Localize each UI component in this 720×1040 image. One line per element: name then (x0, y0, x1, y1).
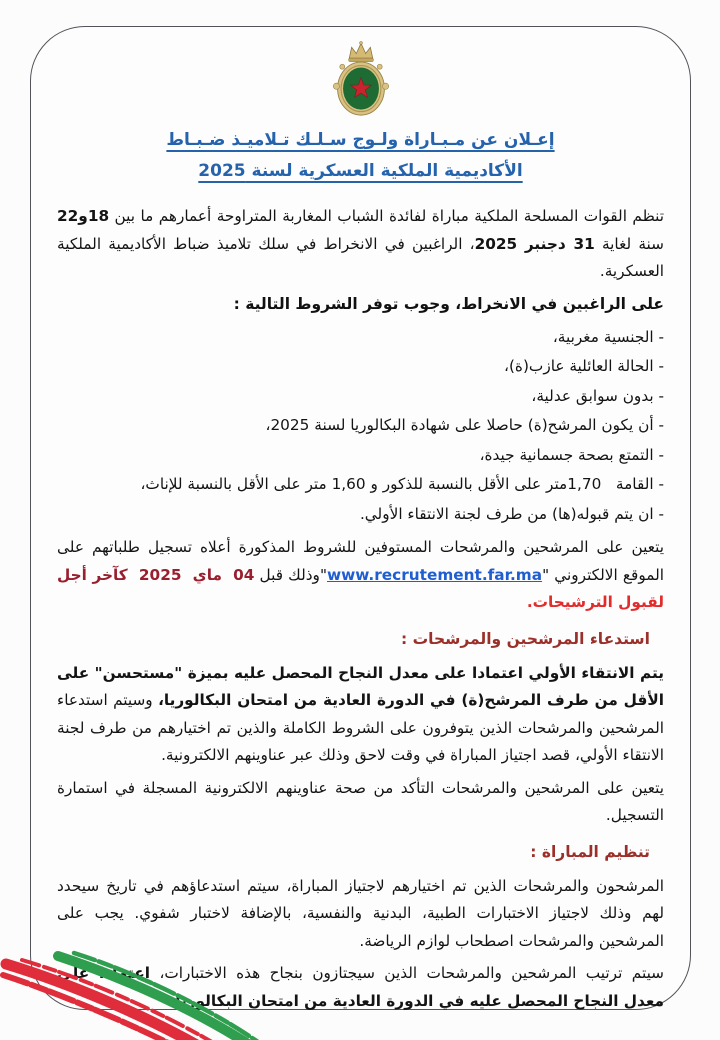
conditions-list (57, 323, 664, 530)
recruitment-website-link[interactable]: www.recrutement.far.ma (326, 565, 543, 584)
convocation-paragraph-1 (57, 660, 664, 770)
registration-closing-note: لقبول الترشيحات. (526, 593, 664, 611)
ranking-criteria-bold: اعتمادا على معدل النجاح المحصل عليه في الدورة العادية من امتحان البكالوريا. (57, 964, 664, 1010)
registration-paragraph (57, 534, 664, 617)
intro-text-1: تنظم القوات المسلحة الملكية مباراة لفائدة الشباب المغاربة المتراوحة أعمارهم ما بين (109, 207, 664, 225)
age-range-value: 18و22 (57, 207, 110, 225)
document-frame (30, 26, 691, 1010)
intro-text-2: سنة لغاية (594, 234, 664, 253)
title-line-2: الأكاديمية الملكية العسكرية لسنة 2025 (198, 161, 523, 181)
registration-text-1: يتعين على المرشحين والمرشحات المستوفين للشروط المذكورة أعلاه تسجيل طلباتهم على الموقع الالكتروني " (57, 538, 665, 584)
condition-item-health: - التمتع بصحة جسمانية جيدة، (479, 445, 664, 464)
organisation-paragraph-1: المرشحون والمرشحات الذين تم اختيارهم لاجتياز المباراة، سيتم استدعاؤهم في تاريخ سيحدد لهم وذلك لاجتياز الاختبارات الطبية، البدنية والنفسية، بالإضافة لاختبار شفوي. يجب على المرشحين والمرشحات اصطحاب لوازم الرياضة. (57, 876, 664, 950)
organisation-section-heading: تنظيم المباراة : (530, 842, 650, 861)
announcement-title (57, 125, 664, 187)
registration-deadline-value: 04 ماي 2025 كآخر أجل (57, 565, 255, 584)
selection-criteria-bold: يتم الانتقاء الأولي اعتمادا على معدل النجاح المحصل عليه بميزة "مستحسن" على الأقل من طرف المرشح(ة) في الدورة العادية من امتحان البكالوريا، (57, 663, 664, 709)
selection-criteria-rest: وسيتم استدعاء المرشحين والمرشحات الذين يتوفرون على الشروط الكاملة والذين تم اختيارهم من طرف لجنة الانتقاء الأولي، قصد اجتياز المباراة في وقت لاحق وذلك عبر عناوينهم الالكترونية. (57, 691, 664, 764)
intro-text-3: ، الراغبين في الانخراط في سلك تلاميذ ضباط الأكاديمية الملكية العسكرية. (57, 234, 664, 280)
royal-armed-forces-crest-icon (315, 41, 407, 119)
condition-item-nationality: - الجنسية مغربية، (552, 327, 664, 346)
conditions-heading: على الراغبين في الانخراط، وجوب توفر الشروط التالية : (233, 294, 664, 313)
condition-item-marital-status: - الحالة العائلية عازب(ة)، (504, 357, 664, 375)
condition-item-committee-acceptance: - ان يتم قبوله(ها) من طرف لجنة الانتقاء الأولي. (359, 504, 664, 523)
ranking-text: سيتم ترتيب المرشحين والمرشحات الذين سيجتازون بنجاح هذه الاختبارات، (150, 964, 665, 982)
condition-item-baccalaureate: - أن يكون المرشح(ة) حاصلا على شهادة البكالوريا لسنة 2025، (265, 416, 664, 434)
condition-item-criminal-record: - بدون سوابق عدلية، (531, 386, 664, 405)
intro-paragraph (57, 203, 664, 286)
title-line-1: إعـلان عن مـبـاراة ولـوج سـلـك تـلاميـذ ضـبـاط (166, 130, 555, 150)
registration-text-2: "وذلك قبل (254, 565, 327, 584)
deadline-date-value: 31 دجنبر 2025 (474, 234, 595, 253)
convocation-paragraph-2: يتعين على المرشحين والمرشحات التأكد من صحة عناوينهم الالكترونية المسجلة في استمارة التسجيل. (57, 778, 664, 824)
condition-item-height: - القامة 1,70متر على الأقل بالنسبة للذكور و 1,60 متر على الأقل بالنسبة للإناث، (140, 475, 664, 493)
organisation-paragraph-2 (57, 960, 664, 1015)
convocation-section-heading: استدعاء المرشحين والمرشحات : (400, 629, 650, 648)
